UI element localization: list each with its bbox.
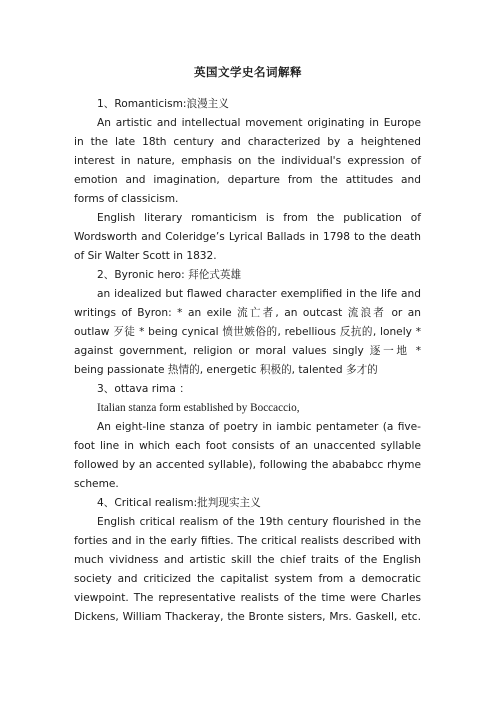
document-body [74,95,421,627]
document-title: 英国文学史名词解释 [194,65,302,79]
section-4-heading: 4、Critical realism:批判现实主义 [97,497,261,509]
section-1-paragraph-2: English literary romanticism is from the publication of Wordsworth and Coleridge’s Lyrical Ballads in 1798 to the death of Sir Walter Scott in 1832. [74,212,421,262]
section-3-paragraph-2: An eight-line stanza of poetry in iambic pentameter (a five-foot line in which each foot consists of an unaccented syllable followed by an accented syllable), following the abababcc rhyme scheme. [74,421,421,490]
section-2-heading: 2、Byronic hero: 拜伦式英雄 [97,269,242,281]
section-1-heading: 1、Romanticism:浪漫主义 [97,98,229,110]
section-3-paragraph-1: Italian stanza form established by Boccaccio, [97,402,300,414]
section-3-heading: 3、ottava rima ： [97,383,190,395]
section-1-paragraph-1: An artistic and intellectual movement originating in Europe in the late 18th century and characterized by a heightened interest in nature, emphasis on the individual's expression of emotion and imagination, departure from the attitudes and forms of classicism. [74,117,421,205]
section-2-paragraph-1: an idealized but flawed character exemplified in the life and writings of Byron: * an exile 流亡者, an outcast 流浪者 or an outlaw 歹徒 * being cynical 愤世嫉俗的, rebellious 反抗的, lonely * against government, religion or moral values singly 逐一地 * being passionate 热情的, energetic 积极的, talented 多才的 [74,288,421,376]
section-4-paragraph-1: English critical realism of the 19th century flourished in the forties and in the early fifties. The critical realists described with much vividness and artistic skill the chief traits of the English society and criticized the capitalist system from a democratic viewpoint. The representative realists of the time were Charles Dickens, William Thackeray, the Bronte sisters, Mrs. Gaskell, etc. [74,516,421,623]
